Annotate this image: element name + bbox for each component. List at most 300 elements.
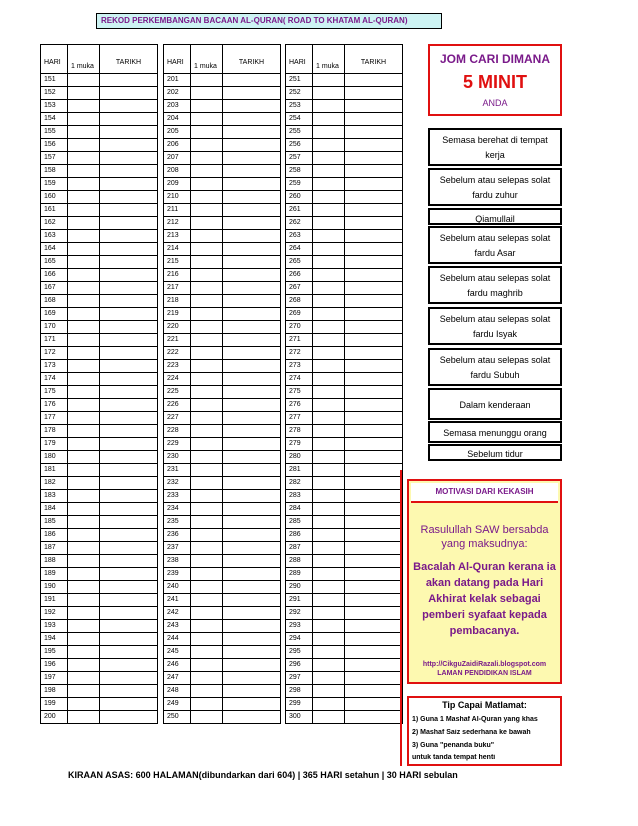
tarikh-cell[interactable]: [345, 620, 403, 633]
muka-cell[interactable]: [313, 607, 345, 620]
muka-cell[interactable]: [313, 425, 345, 438]
tarikh-cell[interactable]: [223, 334, 281, 347]
muka-cell[interactable]: [68, 243, 100, 256]
tarikh-cell[interactable]: [223, 87, 281, 100]
tarikh-cell[interactable]: [345, 399, 403, 412]
muka-cell[interactable]: [313, 503, 345, 516]
tarikh-cell[interactable]: [223, 256, 281, 269]
muka-cell[interactable]: [191, 516, 223, 529]
muka-cell[interactable]: [68, 100, 100, 113]
tarikh-cell[interactable]: [100, 165, 158, 178]
muka-cell[interactable]: [68, 555, 100, 568]
muka-cell[interactable]: [68, 217, 100, 230]
muka-cell[interactable]: [313, 217, 345, 230]
tarikh-cell[interactable]: [223, 516, 281, 529]
tarikh-cell[interactable]: [223, 477, 281, 490]
muka-cell[interactable]: [68, 594, 100, 607]
muka-cell[interactable]: [313, 360, 345, 373]
muka-cell[interactable]: [68, 620, 100, 633]
tarikh-cell[interactable]: [100, 269, 158, 282]
tarikh-cell[interactable]: [100, 698, 158, 711]
tarikh-cell[interactable]: [345, 672, 403, 685]
muka-cell[interactable]: [313, 139, 345, 152]
tarikh-cell[interactable]: [345, 126, 403, 139]
tarikh-cell[interactable]: [345, 282, 403, 295]
muka-cell[interactable]: [313, 451, 345, 464]
tarikh-cell[interactable]: [223, 165, 281, 178]
tarikh-cell[interactable]: [223, 555, 281, 568]
tarikh-cell[interactable]: [100, 633, 158, 646]
tarikh-cell[interactable]: [345, 529, 403, 542]
muka-cell[interactable]: [68, 321, 100, 334]
muka-cell[interactable]: [68, 581, 100, 594]
tarikh-cell[interactable]: [100, 100, 158, 113]
tarikh-cell[interactable]: [345, 711, 403, 724]
muka-cell[interactable]: [313, 165, 345, 178]
muka-cell[interactable]: [313, 256, 345, 269]
tarikh-cell[interactable]: [100, 412, 158, 425]
tarikh-cell[interactable]: [100, 581, 158, 594]
tarikh-cell[interactable]: [345, 594, 403, 607]
muka-cell[interactable]: [313, 646, 345, 659]
tarikh-cell[interactable]: [100, 152, 158, 165]
muka-cell[interactable]: [68, 451, 100, 464]
tarikh-cell[interactable]: [100, 347, 158, 360]
tarikh-cell[interactable]: [100, 477, 158, 490]
muka-cell[interactable]: [313, 308, 345, 321]
muka-cell[interactable]: [313, 100, 345, 113]
muka-cell[interactable]: [313, 477, 345, 490]
tarikh-cell[interactable]: [223, 607, 281, 620]
tarikh-cell[interactable]: [100, 308, 158, 321]
tarikh-cell[interactable]: [345, 113, 403, 126]
muka-cell[interactable]: [313, 321, 345, 334]
tarikh-cell[interactable]: [100, 464, 158, 477]
tarikh-cell[interactable]: [345, 568, 403, 581]
muka-cell[interactable]: [191, 451, 223, 464]
tarikh-cell[interactable]: [345, 386, 403, 399]
muka-cell[interactable]: [68, 334, 100, 347]
muka-cell[interactable]: [68, 633, 100, 646]
muka-cell[interactable]: [313, 243, 345, 256]
muka-cell[interactable]: [191, 360, 223, 373]
muka-cell[interactable]: [68, 139, 100, 152]
tarikh-cell[interactable]: [223, 412, 281, 425]
muka-cell[interactable]: [313, 698, 345, 711]
tarikh-cell[interactable]: [100, 490, 158, 503]
tarikh-cell[interactable]: [100, 672, 158, 685]
muka-cell[interactable]: [313, 113, 345, 126]
muka-cell[interactable]: [68, 503, 100, 516]
tarikh-cell[interactable]: [345, 581, 403, 594]
tarikh-cell[interactable]: [223, 100, 281, 113]
muka-cell[interactable]: [191, 74, 223, 87]
tarikh-cell[interactable]: [100, 568, 158, 581]
tarikh-cell[interactable]: [223, 529, 281, 542]
tarikh-cell[interactable]: [100, 87, 158, 100]
muka-cell[interactable]: [313, 555, 345, 568]
muka-cell[interactable]: [191, 412, 223, 425]
muka-cell[interactable]: [68, 685, 100, 698]
muka-cell[interactable]: [191, 373, 223, 386]
blog-link[interactable]: http://CikguZaidiRazali.blogspot.com: [422, 661, 547, 668]
tarikh-cell[interactable]: [100, 230, 158, 243]
muka-cell[interactable]: [191, 321, 223, 334]
muka-cell[interactable]: [68, 529, 100, 542]
muka-cell[interactable]: [68, 269, 100, 282]
muka-cell[interactable]: [68, 607, 100, 620]
tarikh-cell[interactable]: [100, 360, 158, 373]
tarikh-cell[interactable]: [345, 178, 403, 191]
tarikh-cell[interactable]: [100, 373, 158, 386]
muka-cell[interactable]: [68, 464, 100, 477]
tarikh-cell[interactable]: [345, 191, 403, 204]
tarikh-cell[interactable]: [223, 594, 281, 607]
muka-cell[interactable]: [68, 360, 100, 373]
tarikh-cell[interactable]: [223, 399, 281, 412]
tarikh-cell[interactable]: [345, 607, 403, 620]
muka-cell[interactable]: [191, 204, 223, 217]
muka-cell[interactable]: [313, 295, 345, 308]
tarikh-cell[interactable]: [223, 451, 281, 464]
tarikh-cell[interactable]: [345, 542, 403, 555]
tarikh-cell[interactable]: [100, 529, 158, 542]
tarikh-cell[interactable]: [223, 152, 281, 165]
muka-cell[interactable]: [313, 594, 345, 607]
muka-cell[interactable]: [191, 698, 223, 711]
tarikh-cell[interactable]: [100, 321, 158, 334]
muka-cell[interactable]: [68, 308, 100, 321]
muka-cell[interactable]: [313, 581, 345, 594]
muka-cell[interactable]: [313, 412, 345, 425]
tarikh-cell[interactable]: [223, 230, 281, 243]
tarikh-cell[interactable]: [345, 490, 403, 503]
muka-cell[interactable]: [191, 178, 223, 191]
tarikh-cell[interactable]: [100, 685, 158, 698]
muka-cell[interactable]: [68, 347, 100, 360]
tarikh-cell[interactable]: [100, 451, 158, 464]
tarikh-cell[interactable]: [223, 633, 281, 646]
muka-cell[interactable]: [68, 282, 100, 295]
tarikh-cell[interactable]: [223, 204, 281, 217]
muka-cell[interactable]: [191, 685, 223, 698]
tarikh-cell[interactable]: [345, 100, 403, 113]
muka-cell[interactable]: [313, 438, 345, 451]
muka-cell[interactable]: [313, 711, 345, 724]
muka-cell[interactable]: [191, 568, 223, 581]
muka-cell[interactable]: [191, 711, 223, 724]
tarikh-cell[interactable]: [345, 152, 403, 165]
muka-cell[interactable]: [191, 555, 223, 568]
muka-cell[interactable]: [191, 165, 223, 178]
muka-cell[interactable]: [313, 282, 345, 295]
tarikh-cell[interactable]: [100, 386, 158, 399]
tarikh-cell[interactable]: [100, 542, 158, 555]
muka-cell[interactable]: [313, 529, 345, 542]
muka-cell[interactable]: [68, 87, 100, 100]
tarikh-cell[interactable]: [223, 646, 281, 659]
muka-cell[interactable]: [68, 204, 100, 217]
muka-cell[interactable]: [191, 633, 223, 646]
tarikh-cell[interactable]: [223, 373, 281, 386]
muka-cell[interactable]: [191, 230, 223, 243]
tarikh-cell[interactable]: [345, 295, 403, 308]
muka-cell[interactable]: [313, 152, 345, 165]
muka-cell[interactable]: [191, 503, 223, 516]
muka-cell[interactable]: [191, 438, 223, 451]
tarikh-cell[interactable]: [100, 711, 158, 724]
tarikh-cell[interactable]: [345, 347, 403, 360]
tarikh-cell[interactable]: [345, 516, 403, 529]
tarikh-cell[interactable]: [345, 165, 403, 178]
muka-cell[interactable]: [313, 204, 345, 217]
tarikh-cell[interactable]: [223, 698, 281, 711]
muka-cell[interactable]: [68, 295, 100, 308]
tarikh-cell[interactable]: [345, 321, 403, 334]
tarikh-cell[interactable]: [345, 230, 403, 243]
tarikh-cell[interactable]: [223, 620, 281, 633]
tarikh-cell[interactable]: [345, 555, 403, 568]
muka-cell[interactable]: [68, 191, 100, 204]
tarikh-cell[interactable]: [100, 139, 158, 152]
tarikh-cell[interactable]: [100, 555, 158, 568]
tarikh-cell[interactable]: [223, 191, 281, 204]
tarikh-cell[interactable]: [100, 178, 158, 191]
muka-cell[interactable]: [313, 178, 345, 191]
tarikh-cell[interactable]: [223, 711, 281, 724]
tarikh-cell[interactable]: [100, 438, 158, 451]
tarikh-cell[interactable]: [345, 451, 403, 464]
tarikh-cell[interactable]: [100, 191, 158, 204]
tarikh-cell[interactable]: [100, 74, 158, 87]
muka-cell[interactable]: [191, 490, 223, 503]
tarikh-cell[interactable]: [223, 126, 281, 139]
muka-cell[interactable]: [191, 620, 223, 633]
tarikh-cell[interactable]: [100, 295, 158, 308]
tarikh-cell[interactable]: [100, 204, 158, 217]
tarikh-cell[interactable]: [100, 334, 158, 347]
muka-cell[interactable]: [191, 282, 223, 295]
tarikh-cell[interactable]: [345, 685, 403, 698]
tarikh-cell[interactable]: [345, 204, 403, 217]
tarikh-cell[interactable]: [223, 360, 281, 373]
muka-cell[interactable]: [68, 516, 100, 529]
muka-cell[interactable]: [191, 308, 223, 321]
muka-cell[interactable]: [191, 542, 223, 555]
muka-cell[interactable]: [191, 347, 223, 360]
muka-cell[interactable]: [191, 334, 223, 347]
muka-cell[interactable]: [191, 87, 223, 100]
tarikh-cell[interactable]: [223, 685, 281, 698]
muka-cell[interactable]: [191, 113, 223, 126]
tarikh-cell[interactable]: [345, 139, 403, 152]
muka-cell[interactable]: [313, 399, 345, 412]
muka-cell[interactable]: [68, 178, 100, 191]
muka-cell[interactable]: [313, 191, 345, 204]
tarikh-cell[interactable]: [345, 87, 403, 100]
muka-cell[interactable]: [191, 152, 223, 165]
muka-cell[interactable]: [68, 542, 100, 555]
muka-cell[interactable]: [191, 659, 223, 672]
muka-cell[interactable]: [313, 386, 345, 399]
tarikh-cell[interactable]: [345, 269, 403, 282]
tarikh-cell[interactable]: [223, 581, 281, 594]
muka-cell[interactable]: [313, 685, 345, 698]
tarikh-cell[interactable]: [223, 672, 281, 685]
muka-cell[interactable]: [313, 516, 345, 529]
muka-cell[interactable]: [68, 230, 100, 243]
muka-cell[interactable]: [68, 126, 100, 139]
muka-cell[interactable]: [313, 490, 345, 503]
muka-cell[interactable]: [191, 672, 223, 685]
muka-cell[interactable]: [313, 269, 345, 282]
tarikh-cell[interactable]: [345, 477, 403, 490]
muka-cell[interactable]: [313, 568, 345, 581]
muka-cell[interactable]: [191, 464, 223, 477]
tarikh-cell[interactable]: [345, 503, 403, 516]
muka-cell[interactable]: [68, 477, 100, 490]
muka-cell[interactable]: [313, 74, 345, 87]
tarikh-cell[interactable]: [223, 386, 281, 399]
tarikh-cell[interactable]: [345, 334, 403, 347]
muka-cell[interactable]: [313, 672, 345, 685]
tarikh-cell[interactable]: [100, 256, 158, 269]
muka-cell[interactable]: [191, 529, 223, 542]
muka-cell[interactable]: [191, 243, 223, 256]
tarikh-cell[interactable]: [223, 542, 281, 555]
tarikh-cell[interactable]: [100, 646, 158, 659]
muka-cell[interactable]: [313, 542, 345, 555]
tarikh-cell[interactable]: [223, 282, 281, 295]
tarikh-cell[interactable]: [345, 698, 403, 711]
tarikh-cell[interactable]: [100, 113, 158, 126]
muka-cell[interactable]: [191, 581, 223, 594]
muka-cell[interactable]: [313, 230, 345, 243]
tarikh-cell[interactable]: [345, 217, 403, 230]
tarikh-cell[interactable]: [223, 464, 281, 477]
muka-cell[interactable]: [191, 477, 223, 490]
muka-cell[interactable]: [191, 425, 223, 438]
tarikh-cell[interactable]: [223, 113, 281, 126]
muka-cell[interactable]: [313, 373, 345, 386]
tarikh-cell[interactable]: [100, 594, 158, 607]
muka-cell[interactable]: [68, 399, 100, 412]
tarikh-cell[interactable]: [345, 425, 403, 438]
tarikh-cell[interactable]: [345, 646, 403, 659]
muka-cell[interactable]: [68, 152, 100, 165]
tarikh-cell[interactable]: [345, 633, 403, 646]
tarikh-cell[interactable]: [223, 425, 281, 438]
muka-cell[interactable]: [313, 659, 345, 672]
tarikh-cell[interactable]: [345, 438, 403, 451]
tarikh-cell[interactable]: [345, 74, 403, 87]
tarikh-cell[interactable]: [100, 243, 158, 256]
tarikh-cell[interactable]: [223, 74, 281, 87]
muka-cell[interactable]: [68, 490, 100, 503]
muka-cell[interactable]: [68, 672, 100, 685]
tarikh-cell[interactable]: [223, 347, 281, 360]
tarikh-cell[interactable]: [223, 659, 281, 672]
muka-cell[interactable]: [191, 256, 223, 269]
muka-cell[interactable]: [68, 113, 100, 126]
tarikh-cell[interactable]: [345, 360, 403, 373]
tarikh-cell[interactable]: [100, 620, 158, 633]
muka-cell[interactable]: [191, 386, 223, 399]
tarikh-cell[interactable]: [345, 659, 403, 672]
muka-cell[interactable]: [191, 217, 223, 230]
tarikh-cell[interactable]: [100, 425, 158, 438]
tarikh-cell[interactable]: [345, 373, 403, 386]
muka-cell[interactable]: [313, 347, 345, 360]
tarikh-cell[interactable]: [223, 178, 281, 191]
tarikh-cell[interactable]: [100, 399, 158, 412]
muka-cell[interactable]: [191, 607, 223, 620]
tarikh-cell[interactable]: [223, 217, 281, 230]
tarikh-cell[interactable]: [345, 464, 403, 477]
tarikh-cell[interactable]: [223, 438, 281, 451]
tarikh-cell[interactable]: [223, 243, 281, 256]
muka-cell[interactable]: [68, 659, 100, 672]
tarikh-cell[interactable]: [345, 412, 403, 425]
muka-cell[interactable]: [313, 620, 345, 633]
tarikh-cell[interactable]: [223, 490, 281, 503]
tarikh-cell[interactable]: [100, 126, 158, 139]
tarikh-cell[interactable]: [223, 295, 281, 308]
tarikh-cell[interactable]: [345, 243, 403, 256]
tarikh-cell[interactable]: [100, 282, 158, 295]
tarikh-cell[interactable]: [223, 503, 281, 516]
muka-cell[interactable]: [313, 334, 345, 347]
muka-cell[interactable]: [191, 269, 223, 282]
muka-cell[interactable]: [191, 191, 223, 204]
muka-cell[interactable]: [68, 568, 100, 581]
muka-cell[interactable]: [68, 425, 100, 438]
muka-cell[interactable]: [68, 74, 100, 87]
tarikh-cell[interactable]: [223, 269, 281, 282]
tarikh-cell[interactable]: [100, 659, 158, 672]
tarikh-cell[interactable]: [345, 256, 403, 269]
muka-cell[interactable]: [191, 646, 223, 659]
muka-cell[interactable]: [313, 87, 345, 100]
muka-cell[interactable]: [191, 126, 223, 139]
muka-cell[interactable]: [68, 711, 100, 724]
tarikh-cell[interactable]: [100, 217, 158, 230]
tarikh-cell[interactable]: [100, 503, 158, 516]
muka-cell[interactable]: [191, 594, 223, 607]
muka-cell[interactable]: [68, 373, 100, 386]
muka-cell[interactable]: [68, 698, 100, 711]
tarikh-cell[interactable]: [223, 321, 281, 334]
tarikh-cell[interactable]: [223, 139, 281, 152]
muka-cell[interactable]: [191, 100, 223, 113]
muka-cell[interactable]: [313, 633, 345, 646]
muka-cell[interactable]: [313, 464, 345, 477]
muka-cell[interactable]: [68, 256, 100, 269]
tarikh-cell[interactable]: [345, 308, 403, 321]
muka-cell[interactable]: [68, 165, 100, 178]
muka-cell[interactable]: [68, 386, 100, 399]
tarikh-cell[interactable]: [100, 607, 158, 620]
muka-cell[interactable]: [68, 438, 100, 451]
tarikh-cell[interactable]: [223, 308, 281, 321]
muka-cell[interactable]: [68, 646, 100, 659]
muka-cell[interactable]: [191, 295, 223, 308]
muka-cell[interactable]: [191, 139, 223, 152]
muka-cell[interactable]: [68, 412, 100, 425]
tarikh-cell[interactable]: [223, 568, 281, 581]
muka-cell[interactable]: [191, 399, 223, 412]
muka-cell[interactable]: [313, 126, 345, 139]
